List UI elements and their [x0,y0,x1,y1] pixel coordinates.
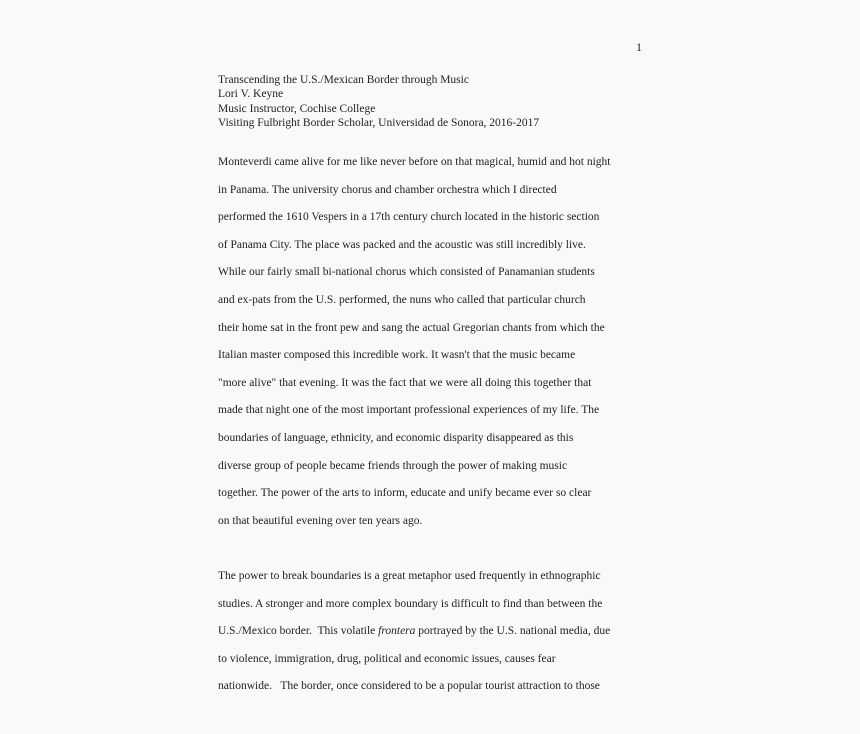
author-name: Lori V. Keyne [218,88,284,101]
text-line: boundaries of language, ethnicity, and economic disparity disappeared as this [218,431,574,444]
text-line: performed the 1610 Vespers in a 17th century church located in the historic section [218,211,600,224]
text-line: The power to break boundaries is a great metaphor used frequently in ethnographic [218,570,601,582]
text-line: to violence, immigration, drug, political and economic issues, causes fear [218,652,556,665]
text-line [218,618,610,646]
paragraph-2 [218,563,610,701]
italic-term: frontera [378,625,416,638]
text-line: Italian master composed this incredible work. It wasn't that the music became [218,349,576,362]
text-segment: U.S./Mexico border. This volatile [218,625,379,638]
text-segment: portrayed by the U.S. national media, due [415,625,611,638]
paragraph-1 [218,149,610,535]
text-line: together. The power of the arts to inform, educate and unify became ever so clear [218,487,592,500]
text-line: on that beautiful evening over ten years ago. [218,514,423,527]
text-line: their home sat in the front pew and sang the actual Gregorian chants from which the [218,321,605,334]
text-line: "more alive" that evening. It was the fact that we were all doing this together that [218,376,592,389]
text-line: and ex-pats from the U.S. performed, the nuns who called that particular church [218,293,586,306]
text-line: nationwide. The border, once considered to be a popular tourist attraction to those [218,680,600,693]
page-number: 1 [636,40,642,54]
document-header [218,73,539,130]
text-line: of Panama City. The place was packed and the acoustic was still incredibly live. [218,238,586,251]
document-title: Transcending the U.S./Mexican Border through Music [218,74,469,86]
author-affiliation: Visiting Fulbright Border Scholar, Universidad de Sonora, 2016-2017 [218,116,540,129]
text-line: diverse group of people became friends through the power of making music [218,459,568,472]
text-line: Monteverdi came alive for me like never before on that magical, humid and hot night [218,156,611,168]
text-line: studies. A stronger and more complex boundary is difficult to find than between the [218,597,603,610]
text-line: While our fairly small bi-national chorus which consisted of Panamanian students [218,266,595,279]
text-line: in Panama. The university chorus and chamber orchestra which I directed [218,183,557,196]
author-position: Music Instructor, Cochise College [218,102,376,115]
text-line: made that night one of the most important professional experiences of my life. The [218,404,600,417]
